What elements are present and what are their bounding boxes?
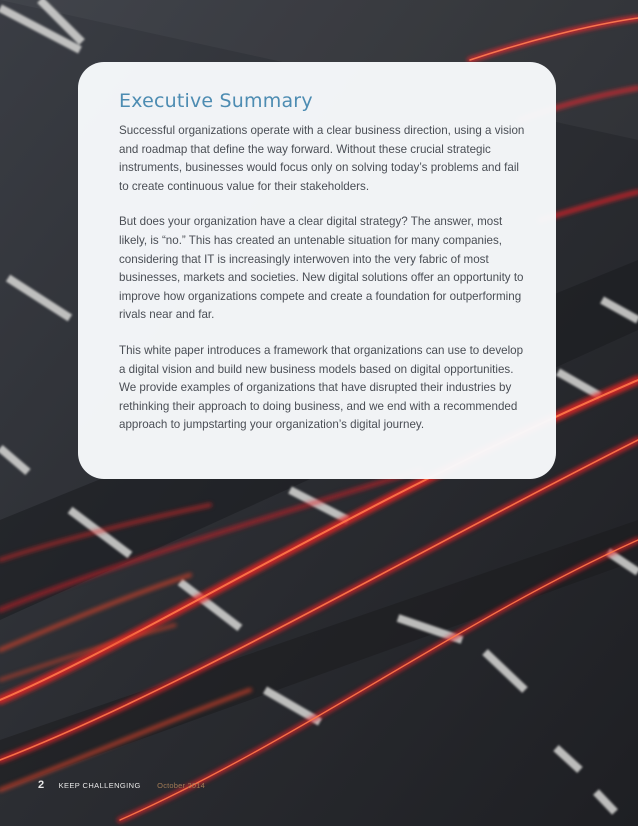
summary-paragraph-3: This white paper introduces a framework that organizations can use to develop a digital vision and build new business models based on digital opportunities. We provide examples of organizations that have disrupted their industries by rethinking their approach to doing business, and we end with a recommended approach to jumpstarting your organization’s digital journey. xyxy=(119,343,524,432)
page-number: 2 xyxy=(38,779,45,791)
page-footer xyxy=(38,775,205,793)
section-title: Executive Summary xyxy=(119,90,313,112)
executive-summary-card xyxy=(78,62,556,479)
publication-date: October 2014 xyxy=(157,781,206,790)
publication-name: KEEP CHALLENGING xyxy=(58,781,141,790)
summary-paragraph-1: Successful organizations operate with a clear business direction, using a vision and roadmap that define the way forward. Without these crucial strategic instruments, businesses would focus only on solving today’s problems and fail to create continuous value for their stakeholders. xyxy=(119,124,525,193)
summary-paragraph-2: But does your organization have a clear digital strategy? The answer, most likely, is “no.” This has created an untenable situation for many companies, considering that IT is increasingly interwoven into the very fabric of most businesses, markets and societies. New digital solutions offer an opportunity to improve how organizations compete and create a foundation for outperforming rivals near and far. xyxy=(119,215,524,322)
